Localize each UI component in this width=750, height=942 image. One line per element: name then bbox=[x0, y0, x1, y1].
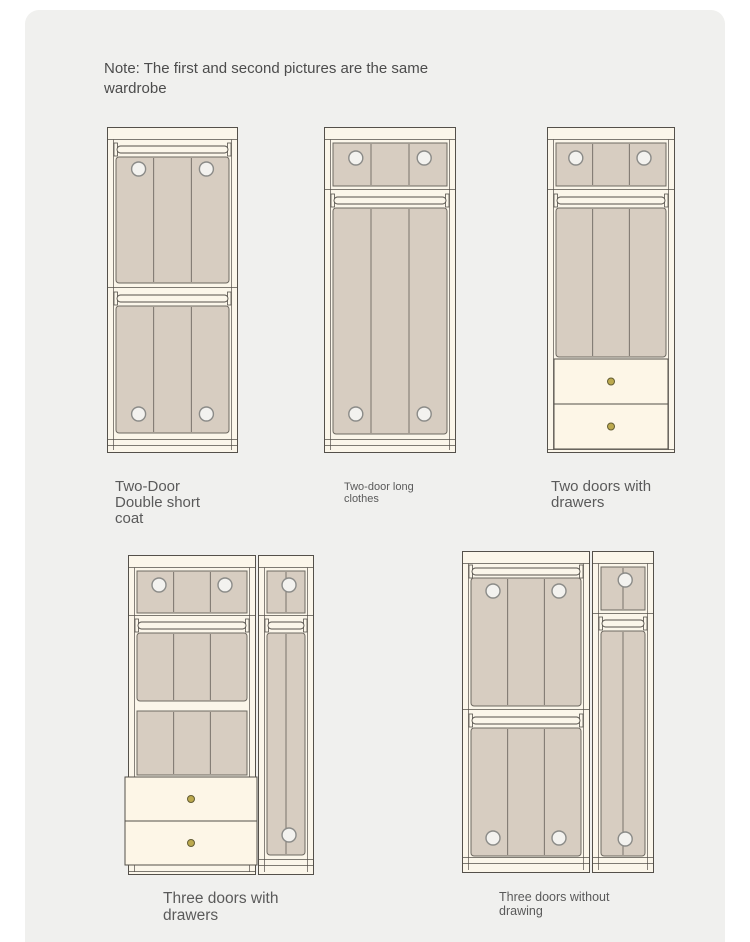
wardrobe-label-two-door-long-clothes: Two-door long clothes bbox=[344, 481, 414, 505]
wardrobe-label-three-doors-without-drawing: Three doors without drawing bbox=[499, 890, 610, 918]
wardrobe-label-two-doors-with-drawers: Two doors with drawers bbox=[551, 478, 652, 512]
wardrobe-diagram-two-door-long-clothes bbox=[324, 127, 456, 455]
wardrobe-diagram-two-doors-with-drawers bbox=[547, 127, 675, 455]
content-panel bbox=[25, 10, 725, 942]
wardrobe-label-three-doors-with-drawers: Three doors with drawers bbox=[163, 890, 279, 924]
wardrobe-diagram-three-doors-with-drawers bbox=[128, 555, 314, 877]
wardrobe-diagram-two-door-double-short-coat bbox=[107, 127, 238, 455]
wardrobe-diagram-three-doors-without-drawing bbox=[462, 551, 654, 875]
note-text: Note: The first and second pictures are the same wardrobe bbox=[104, 60, 429, 97]
wardrobe-label-two-door-double-short-coat: Two-Door Double short coat bbox=[115, 478, 201, 528]
